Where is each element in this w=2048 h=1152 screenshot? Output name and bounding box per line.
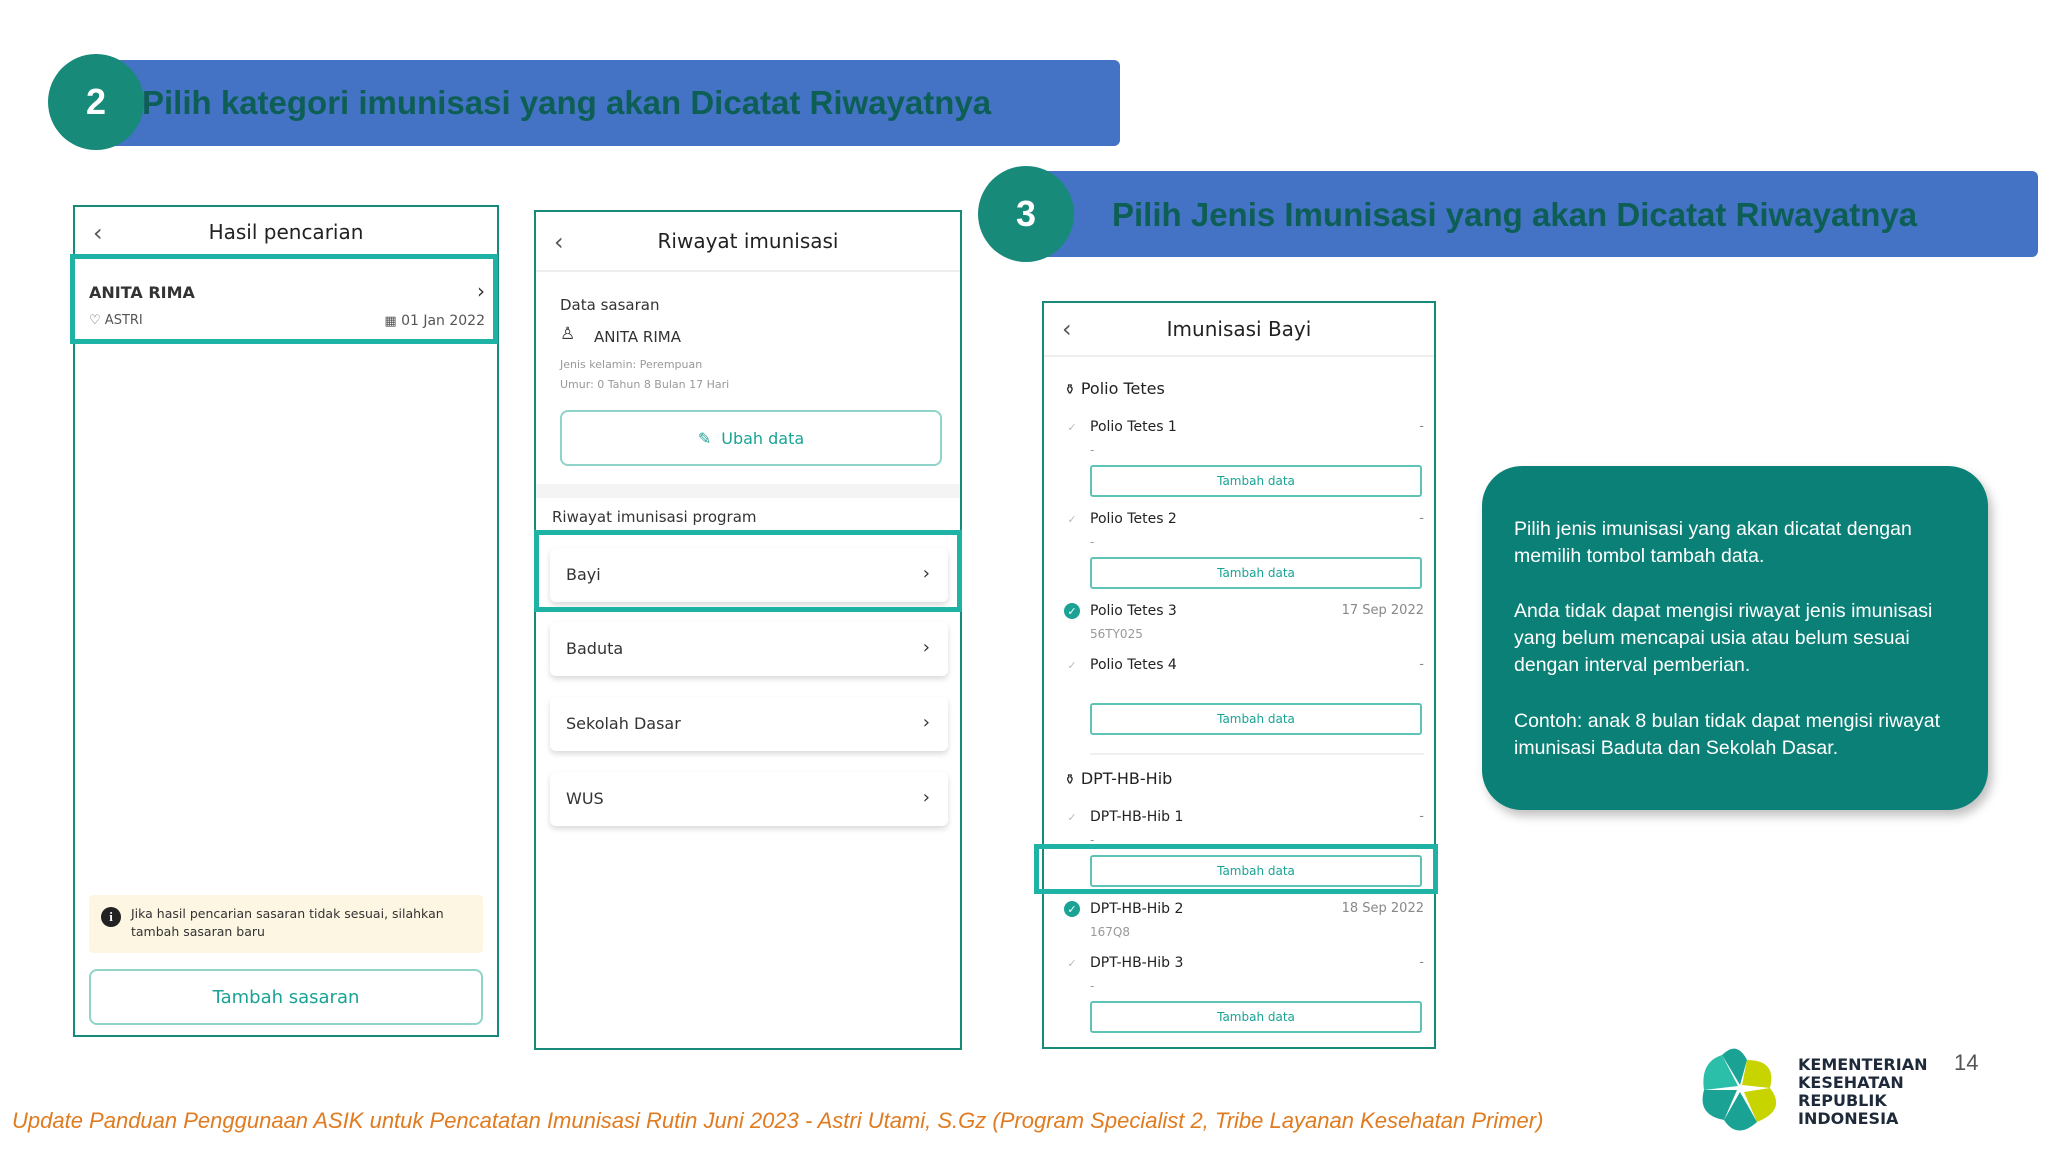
step2-title: Pilih kategori imunisasi yang akan Dicatat Riwayatnya: [142, 84, 992, 121]
program-label: WUS: [566, 789, 604, 808]
infant-header: [1044, 303, 1434, 357]
vaccine-date: -: [1419, 419, 1424, 434]
highlight-bayi: [534, 530, 962, 612]
vaccine-name: Polio Tetes 3: [1090, 603, 1177, 619]
vaccine-name: Polio Tetes 1: [1090, 419, 1177, 435]
add-target-button[interactable]: Tambah sasaran: [89, 969, 483, 1025]
program-item-wus[interactable]: [550, 772, 948, 826]
chevron-left-icon[interactable]: ‹: [93, 219, 103, 247]
user-icon: ♙: [560, 324, 576, 344]
program-history-heading: Riwayat imunisasi program: [552, 508, 757, 526]
pending-check-icon: ✓: [1067, 420, 1077, 434]
logo-line-2: KESEHATAN: [1798, 1073, 1904, 1092]
logo-line-3: REPUBLIK: [1798, 1091, 1887, 1110]
add-data-button[interactable]: Tambah data: [1090, 465, 1422, 497]
kemenkes-logo-icon: [1692, 1040, 1792, 1140]
pending-check-icon: ✓: [1067, 810, 1077, 824]
vaccine-row-polio-4: [1064, 655, 1424, 679]
chevron-right-icon: ›: [922, 787, 930, 808]
highlight-add-data-dpt-1: [1034, 844, 1438, 894]
vaccine-row-dpt-1: [1064, 807, 1424, 831]
vaccine-name: DPT-HB-Hib 1: [1090, 809, 1184, 825]
heart-icon: ♡: [89, 313, 101, 328]
chevron-right-icon: ›: [922, 637, 930, 658]
chevron-left-icon[interactable]: ‹: [1062, 315, 1072, 343]
program-label: Baduta: [566, 639, 624, 658]
done-check-icon: ✓: [1064, 901, 1080, 917]
info-bubble: [1482, 466, 1988, 810]
vaccine-date: -: [1419, 955, 1424, 970]
edit-data-button[interactable]: [560, 410, 942, 466]
vaccine-row-polio-3: [1064, 601, 1424, 625]
vaccine-batch: 167Q8: [1090, 925, 1130, 939]
infant-immunization-screen: [1042, 301, 1436, 1049]
footer-text: Update Panduan Penggunaan ASIK untuk Pencatatan Imunisasi Rutin Juni 2023 - Astri Utami, S.Gz (Program Specialist 2, Tribe Layanan Kesehatan Primer): [12, 1108, 1544, 1133]
vaccine-name: DPT-HB-Hib 2: [1090, 901, 1184, 917]
pending-check-icon: ✓: [1067, 956, 1077, 970]
vaccine-row-dpt-3: [1064, 953, 1424, 977]
vaccine-row-polio-1: [1064, 417, 1424, 441]
program-label: Bayi: [566, 565, 601, 584]
group-dpt-label: DPT-HB-Hib: [1080, 769, 1173, 788]
done-check-icon: ✓: [1064, 603, 1080, 619]
chevron-left-icon[interactable]: ‹: [554, 228, 564, 256]
page-title: Hasil pencarian: [208, 220, 364, 244]
target-name: ANITA RIMA: [594, 328, 681, 346]
group-polio-title: [1064, 379, 1165, 398]
chevron-right-icon: ›: [922, 563, 930, 584]
vaccine-batch: 56TY025: [1090, 627, 1143, 641]
chevron-right-icon: ›: [477, 279, 485, 303]
step3-title: Pilih Jenis Imunisasi yang akan Dicatat Riwayatnya: [1112, 196, 1918, 233]
result-tag-label: ASTRI: [104, 313, 143, 328]
vaccine-batch: -: [1090, 443, 1095, 457]
info-icon: i: [101, 907, 121, 927]
info-text-1: Pilih jenis imunisasi yang akan dicatat dengan memilih tombol tambah data.: [1514, 518, 1912, 567]
highlight-search-result: [70, 254, 498, 344]
result-name: ANITA RIMA: [89, 283, 195, 302]
vaccine-date: -: [1419, 809, 1424, 824]
group-dpt-title: [1064, 769, 1172, 788]
vaccine-date: -: [1419, 657, 1424, 672]
vaccine-batch: -: [1090, 535, 1095, 549]
page-title: Riwayat imunisasi: [657, 229, 839, 253]
logo-line-1: KEMENTERIAN: [1798, 1055, 1928, 1074]
info-text-3: Contoh: anak 8 bulan tidak dapat mengisi riwayat imunisasi Baduta dan Sekolah Dasar.: [1514, 710, 1941, 759]
add-data-button[interactable]: Tambah data: [1090, 703, 1422, 735]
vaccine-date: 17 Sep 2022: [1341, 603, 1424, 618]
section-divider: [536, 484, 960, 498]
immunization-history-screen: [534, 210, 962, 1050]
page-number: 14: [1954, 1050, 1979, 1075]
history-header: [536, 212, 960, 272]
vaccine-batch: -: [1090, 833, 1095, 847]
edit-data-label: Ubah data: [721, 428, 805, 448]
program-item-baduta[interactable]: [550, 622, 948, 676]
result-date-label: 01 Jan 2022: [401, 313, 485, 329]
info-text-2: Anda tidak dapat mengisi riwayat jenis imunisasi yang belum mencapai usia atau belum sesuai dengan interval pemberian.: [1514, 600, 1933, 676]
group-divider: [1090, 753, 1424, 755]
kemenkes-logo-text: [1798, 1056, 1927, 1128]
chevron-right-icon: ›: [922, 712, 930, 733]
step2-number: 2: [48, 54, 144, 150]
info-note: [89, 895, 483, 953]
vaccine-date: 18 Sep 2022: [1341, 901, 1424, 916]
info-note-text: Jika hasil pencarian sasaran tidak sesuai, silahkan tambah sasaran baru: [131, 906, 444, 939]
pending-check-icon: ✓: [1067, 658, 1077, 672]
calendar-icon: ▦: [384, 314, 397, 329]
vaccine-row-polio-2: [1064, 509, 1424, 533]
vaccine-icon: ⚱: [1064, 772, 1076, 788]
vaccine-row-dpt-2: [1064, 899, 1424, 923]
search-results-header: [75, 207, 497, 259]
vaccine-name: Polio Tetes 4: [1090, 657, 1177, 673]
program-item-sekolah-dasar[interactable]: [550, 697, 948, 751]
pending-check-icon: ✓: [1067, 512, 1077, 526]
page-title: Imunisasi Bayi: [1166, 317, 1312, 341]
add-data-button[interactable]: Tambah data: [1090, 1001, 1422, 1033]
logo-line-4: INDONESIA: [1798, 1109, 1899, 1128]
vaccine-batch: -: [1090, 979, 1095, 993]
target-gender: Jenis kelamin: Perempuan: [560, 358, 703, 371]
add-data-button[interactable]: Tambah data: [1090, 557, 1422, 589]
step3-number: 3: [978, 166, 1074, 262]
pencil-icon: ✎: [697, 428, 712, 448]
program-label: Sekolah Dasar: [566, 714, 681, 733]
group-polio-label: Polio Tetes: [1080, 379, 1165, 398]
add-data-button[interactable]: Tambah data: [1090, 855, 1422, 887]
target-age: Umur: 0 Tahun 8 Bulan 17 Hari: [560, 378, 730, 391]
vaccine-name: DPT-HB-Hib 3: [1090, 955, 1184, 971]
vaccine-name: Polio Tetes 2: [1090, 511, 1177, 527]
vaccine-date: -: [1419, 511, 1424, 526]
data-target-heading: Data sasaran: [560, 296, 660, 314]
vaccine-icon: ⚱: [1064, 382, 1076, 398]
